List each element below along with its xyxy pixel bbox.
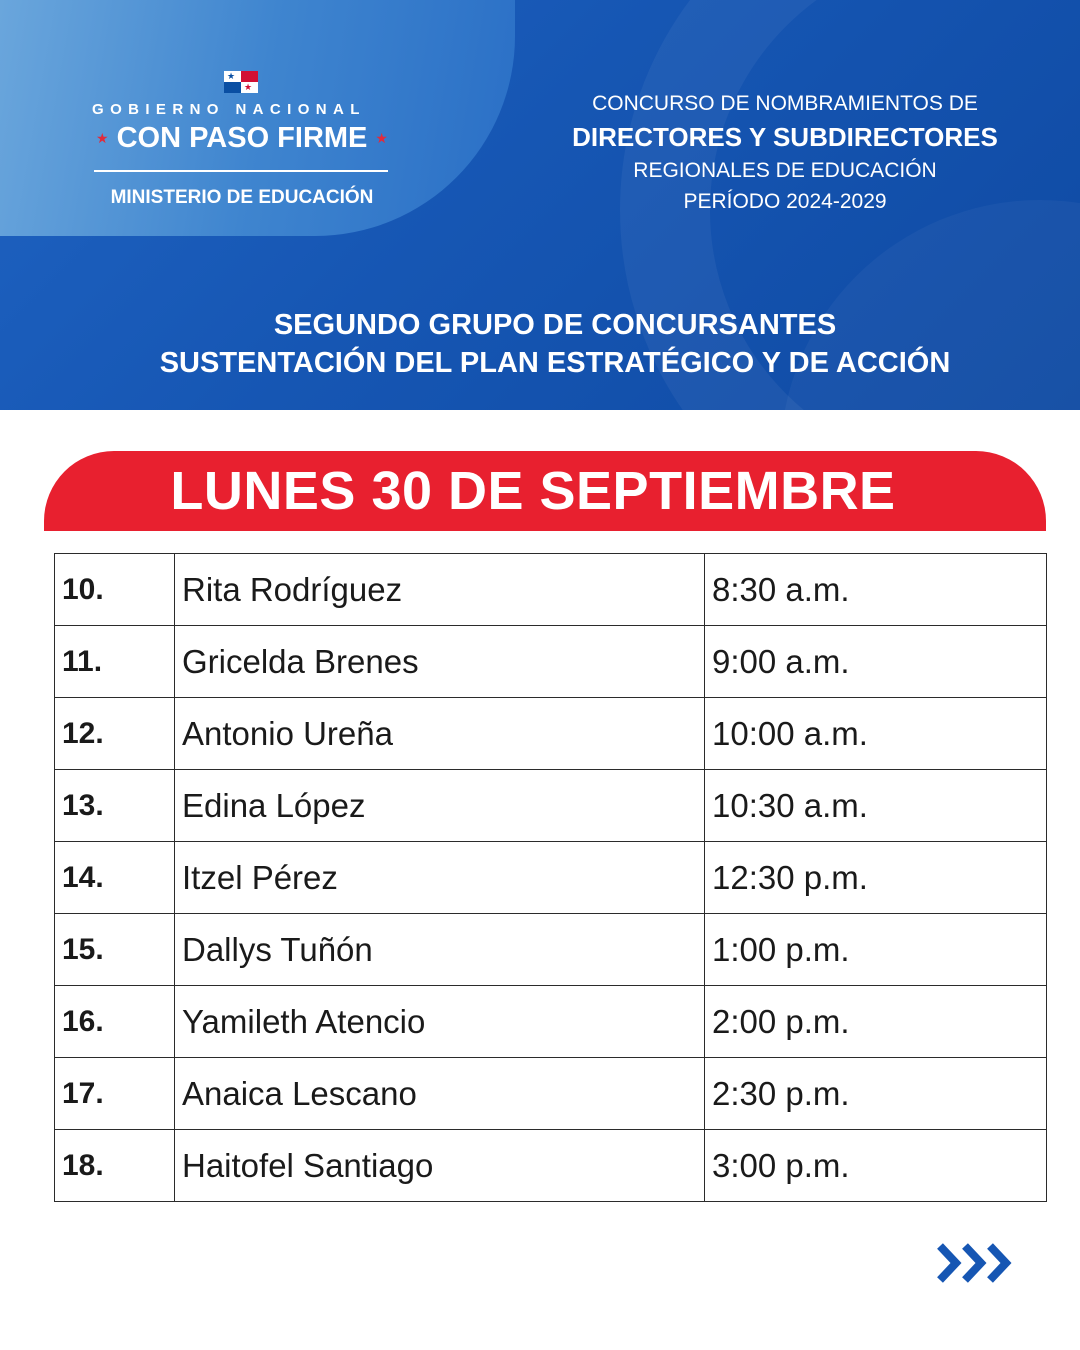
candidate-name: Gricelda Brenes [175,626,705,698]
row-number: 11. [55,626,175,698]
table-row [55,914,1047,986]
candidate-name: Itzel Pérez [175,842,705,914]
candidate-name: Yamileth Atencio [175,986,705,1058]
star-icon: ★ [375,129,388,146]
time-slot: 12:30 p.m. [705,842,1047,914]
time-slot: 2:00 p.m. [705,986,1047,1058]
slogan-row [92,120,392,156]
candidate-name: Haitofel Santiago [175,1130,705,1202]
row-number: 10. [55,554,175,626]
candidate-name: Rita Rodríguez [175,554,705,626]
group-title-line-2: SUSTENTACIÓN DEL PLAN ESTRATÉGICO Y DE ACCIÓN [159,347,951,379]
group-title [0,306,1080,382]
table-row [55,770,1047,842]
candidate-name: Anaica Lescano [175,1058,705,1130]
panama-flag-icon: ★ ★ [224,71,258,93]
table-row [55,698,1047,770]
date-banner-text: LUNES 30 DE SEPTIEMBRE [170,461,896,521]
contest-line-3: REGIONALES DE EDUCACIÓN [633,159,937,182]
table-row [55,986,1047,1058]
time-slot: 10:30 a.m. [705,770,1047,842]
contest-line-1: CONCURSO DE NOMBRAMIENTOS DE [592,92,978,115]
candidate-name: Dallys Tuñón [175,914,705,986]
table-row [55,842,1047,914]
row-number: 15. [55,914,175,986]
table-row [55,1058,1047,1130]
triple-chevron-right-icon[interactable] [936,1240,1018,1286]
row-number: 18. [55,1130,175,1202]
contest-line-2: DIRECTORES Y SUBDIRECTORES [572,122,998,152]
row-number: 16. [55,986,175,1058]
contest-period: PERÍODO 2024-2029 [683,190,887,213]
table-row [55,1130,1047,1202]
time-slot: 10:00 a.m. [705,698,1047,770]
time-slot: 1:00 p.m. [705,914,1047,986]
schedule-table [54,553,1047,1202]
candidate-name: Antonio Ureña [175,698,705,770]
row-number: 12. [55,698,175,770]
table-row [55,626,1047,698]
header-banner [0,0,1080,410]
ministry-label: MINISTERIO DE EDUCACIÓN [110,187,374,208]
table-row [55,554,1047,626]
slogan-text: CON PASO FIRME [116,121,368,154]
contest-title [520,88,1050,217]
candidate-name: Edina López [175,770,705,842]
time-slot: 8:30 a.m. [705,554,1047,626]
time-slot: 2:30 p.m. [705,1058,1047,1130]
logo-divider [94,170,388,172]
time-slot: 9:00 a.m. [705,626,1047,698]
row-number: 13. [55,770,175,842]
group-title-line-1: SEGUNDO GRUPO DE CONCURSANTES [273,309,837,341]
row-number: 14. [55,842,175,914]
date-banner [44,451,1046,531]
government-label: GOBIERNO NACIONAL [92,101,366,118]
row-number: 17. [55,1058,175,1130]
time-slot: 3:00 p.m. [705,1130,1047,1202]
star-icon: ★ [96,129,109,146]
